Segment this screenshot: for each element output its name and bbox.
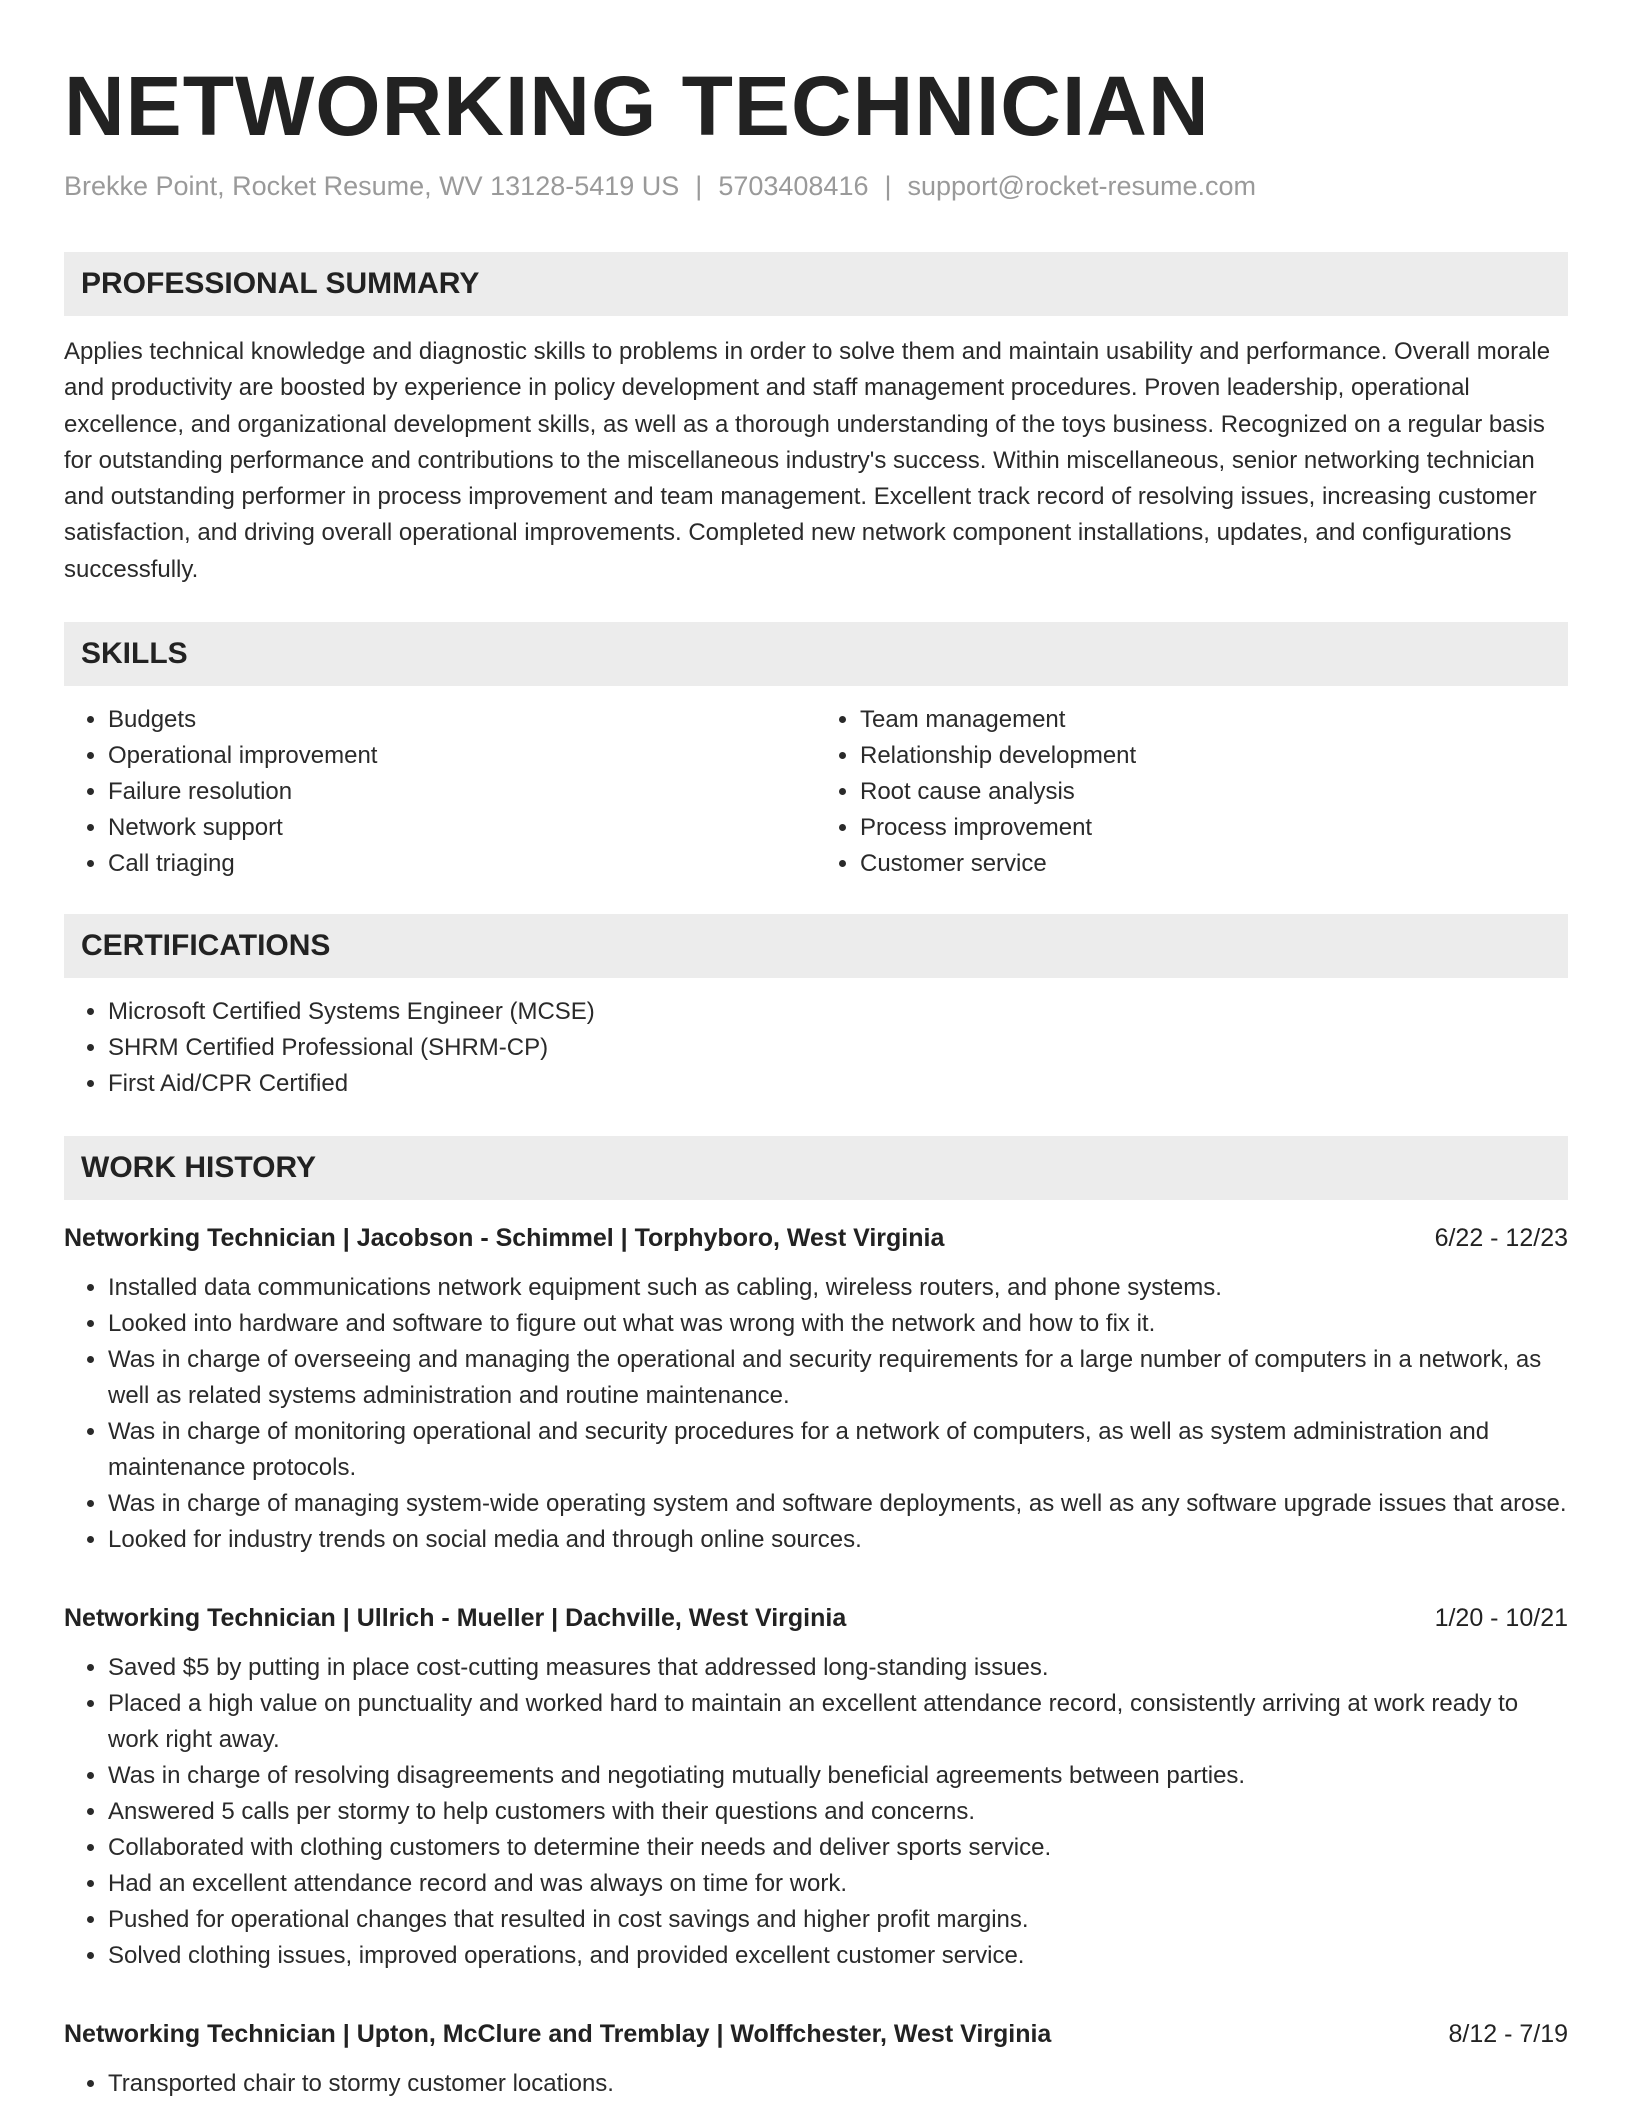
contact-phone: 5703408416 [718,171,869,201]
contact-email: support@rocket-resume.com [907,171,1257,201]
summary-heading: PROFESSIONAL SUMMARY [64,252,1568,316]
contact-separator: | [695,171,703,201]
job-entry [64,1600,1568,1974]
contact-separator: | [884,171,892,201]
job-bullets [64,1650,1568,1974]
skill-item: • Network support [108,810,816,846]
certifications-list [64,994,1568,1102]
job-bullets [64,1270,1568,1558]
job-bullet: • Pushed for operational changes that resulted in cost savings and higher profit margins. [108,1902,1568,1938]
contact-line [64,168,1568,204]
job-header [64,2016,1568,2052]
skill-item: • Root cause analysis [860,774,1568,810]
job-bullets [64,2066,1568,2102]
skill-item: • Customer service [860,846,1568,882]
job-bullet: • Transported chair to stormy customer locations. [108,2066,1568,2102]
resume-name: NETWORKING TECHNICIAN [64,59,1210,153]
job-title: Networking Technician | Upton, McClure and Tremblay | Wolffchester, West Virginia [64,2020,1052,2049]
skills-right-list [816,702,1568,882]
job-dates: 6/22 - 12/23 [1434,1224,1568,1253]
skill-item: • Team management [860,702,1568,738]
job-bullet: • Solved clothing issues, improved operations, and provided excellent customer service. [108,1938,1568,1974]
job-bullet: • Was in charge of managing system-wide operating system and software deployments, as well as any software upgrade issues that arose. [108,1486,1568,1522]
job-header [64,1600,1568,1636]
skill-item: • Failure resolution [108,774,816,810]
job-bullet: • Was in charge of monitoring operational and security procedures for a network of computers, as well as system administration and maintenance protocols. [108,1414,1568,1486]
job-dates: 8/12 - 7/19 [1448,2020,1568,2049]
skill-item: • Call triaging [108,846,816,882]
job-bullet: • Saved $5 by putting in place cost-cutting measures that addressed long-standing issues. [108,1650,1568,1686]
certifications-heading: CERTIFICATIONS [64,914,1568,978]
skill-item: • Budgets [108,702,816,738]
job-dates: 1/20 - 10/21 [1434,1604,1568,1633]
job-bullet: • Looked for industry trends on social media and through online sources. [108,1522,1568,1558]
job-header [64,1220,1568,1256]
skill-item: • Process improvement [860,810,1568,846]
job-entry [64,2016,1568,2102]
job-bullet: • Had an excellent attendance record and was always on time for work. [108,1866,1568,1902]
certification-item: • Microsoft Certified Systems Engineer (MCSE) [108,994,1568,1030]
job-title: Networking Technician | Jacobson - Schimmel | Torphyboro, West Virginia [64,1224,945,1253]
skill-item: • Relationship development [860,738,1568,774]
job-bullet: • Collaborated with clothing customers to determine their needs and deliver sports service. [108,1830,1568,1866]
skill-item: • Operational improvement [108,738,816,774]
job-entry [64,1220,1568,1558]
certification-item: • First Aid/CPR Certified [108,1066,1568,1102]
summary-text: Applies technical knowledge and diagnostic skills to problems in order to solve them and maintain usability and performance. Overall morale and productivity are boosted by experience in policy development and staff management procedures. Proven leadership, operational excellence, and organizational development skills, as well as a thorough understanding of the toys business. Recognized on a regular basis for outstanding performance and contributions to the miscellaneous industry's success. Within miscellaneous, senior networking technician and outstanding performer in process improvement and team management. Excellent track record of resolving issues, increasing customer satisfaction, and driving overall operational improvements. Completed new network component installations, updates, and configurations successfully. [64,338,1551,583]
contact-address: Brekke Point, Rocket Resume, WV 13128-5419 US [64,171,680,201]
job-bullet: • Looked into hardware and software to figure out what was wrong with the network and how to fix it. [108,1306,1568,1342]
job-bullet: • Installed data communications network equipment such as cabling, wireless routers, and phone systems. [108,1270,1568,1306]
job-title: Networking Technician | Ullrich - Mueller | Dachville, West Virginia [64,1604,847,1633]
skills-left-list [64,702,816,882]
job-bullet: • Was in charge of overseeing and managing the operational and security requirements for a large number of computers in a network, as well as related systems administration and routine maintenance. [108,1342,1568,1414]
job-bullet: • Answered 5 calls per stormy to help customers with their questions and concerns. [108,1794,1568,1830]
work-history-heading: WORK HISTORY [64,1136,1568,1200]
skills-columns [64,702,1568,882]
job-bullet: • Placed a high value on punctuality and worked hard to maintain an excellent attendance record, consistently arriving at work ready to work right away. [108,1686,1568,1758]
skills-heading: SKILLS [64,622,1568,686]
job-bullet: • Was in charge of resolving disagreements and negotiating mutually beneficial agreements between parties. [108,1758,1568,1794]
certification-item: • SHRM Certified Professional (SHRM-CP) [108,1030,1568,1066]
